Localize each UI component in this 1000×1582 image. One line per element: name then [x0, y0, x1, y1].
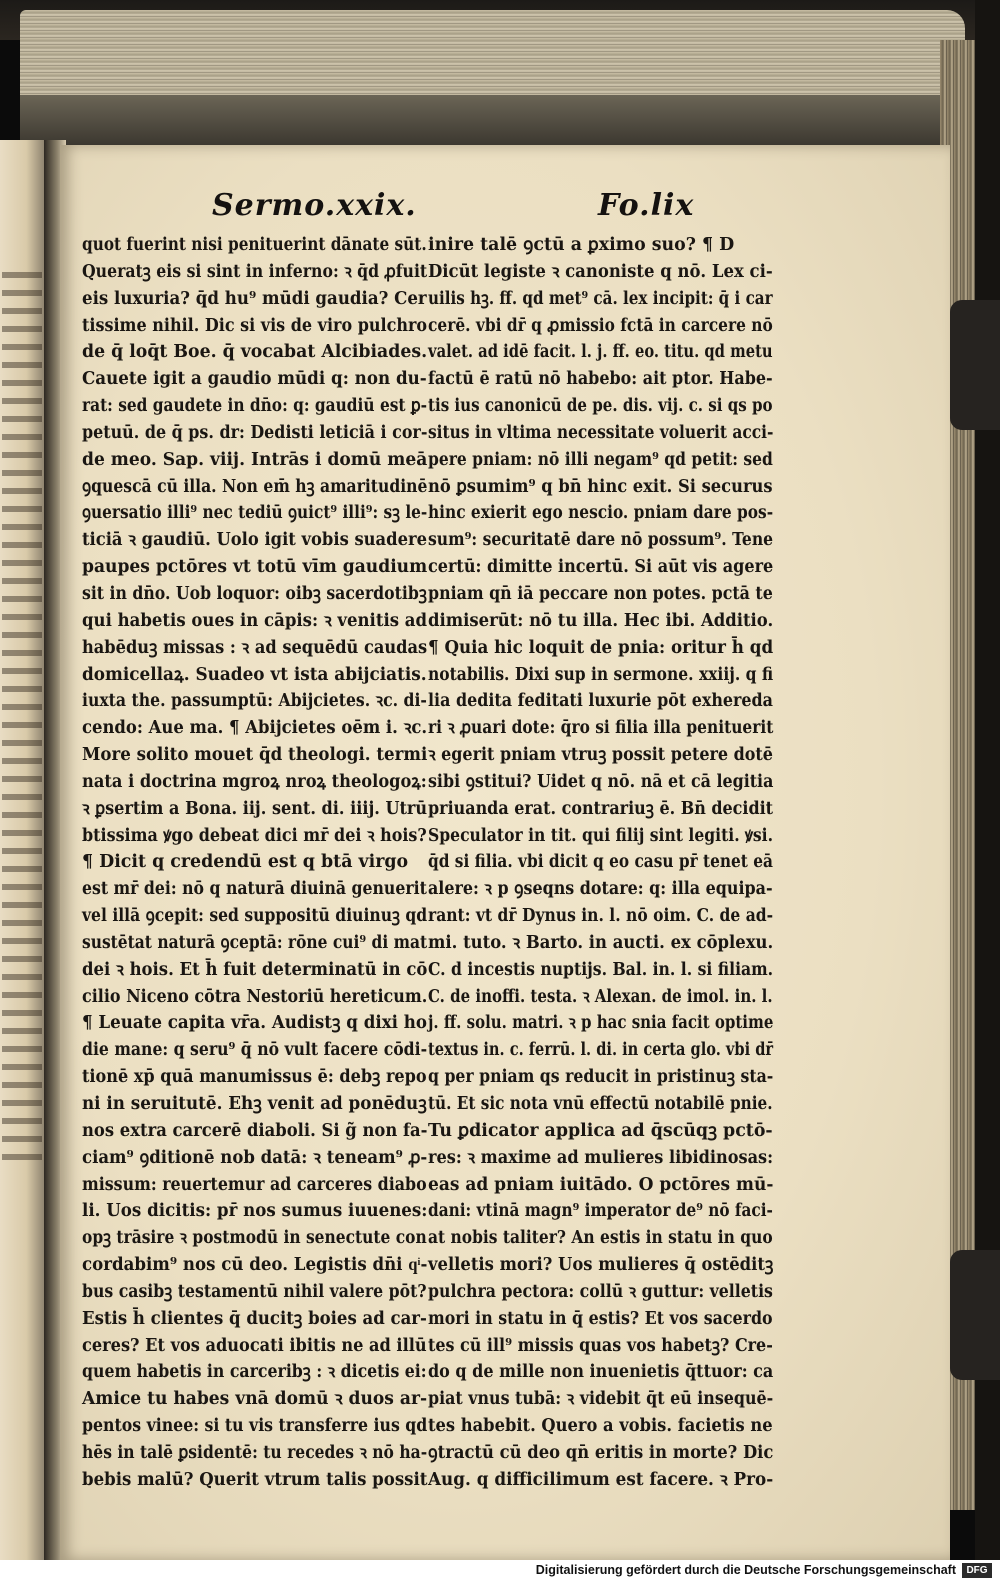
text-line: ¶ Leuate capita vr̄a. Audistꝫ q dixi ho — [82, 1013, 428, 1034]
text-line: ꝛ ꝑsertim a Bona. iij. sent. di. iiij. Utrū — [82, 798, 428, 819]
funding-notice: Digitalisierung gefördert durch die Deutsche Forschungsgemeinschaft — [535, 1563, 956, 1577]
text-line: domicellaꝝ. Suadeo vt ista abijciatis. — [82, 664, 427, 685]
text-line: quot fuerint nisi penituerint dānate sūt. — [82, 235, 427, 255]
text-line: Dicūt legiste ꝛ canoniste q nō. Lex ci‑ — [428, 261, 773, 282]
clasp-upper — [950, 300, 1000, 430]
text-column-left — [82, 232, 427, 1494]
text-line: alere: ꝛ p ꝯseqns dotare: q: illa equipa‑ — [428, 879, 773, 900]
text-line: ꝯtractū cū deo qn̄ eritis in morte? Dic — [428, 1442, 774, 1463]
page-stack-top — [20, 10, 965, 145]
text-line: situs in vltima necessitate voluerit acci‑ — [428, 422, 774, 443]
text-line: de q̄ loq̄t Boe. q̄ vocabat Alcibiades. — [82, 342, 428, 363]
text-line: textus in. c. ferrū. l. di. in certa glo. vbi dr̄ — [428, 1040, 774, 1061]
text-line: pniam qn̄ iā peccare non potes. pctā te — [428, 583, 773, 604]
text-line: btissima ꝟgo debeat dici mr̄ dei ꝛ hois? — [82, 825, 427, 846]
clasp-lower — [950, 1250, 1000, 1380]
text-line: li. Uos dicitis: pr̄ nos sumus iuuenes: — [82, 1201, 428, 1222]
text-line: ꝯquescā cū illa. Non em̄ hꝫ amaritudinē — [82, 476, 428, 497]
text-line: Cauete igit a gaudio mūdi q: non du‑ — [82, 369, 427, 390]
text-line: tionē xp̄ quā manumissus ē: debꝫ repo — [82, 1067, 427, 1088]
text-line: q̄d si filia. vbi dicit q eo casu pr̄ tenet eā — [428, 852, 773, 873]
text-line: est mr̄ dei: nō q naturā diuinā genuerit — [82, 879, 427, 900]
text-line: nos extra carcerē diaboli. Si g̃ non fa‑ — [82, 1120, 428, 1141]
text-line: ticiā ꝛ gaudiū. Uolo igit vobis suadere — [82, 530, 428, 551]
text-line: inire talē ꝯctū a ꝑximo suo? ¶ D — [428, 235, 735, 255]
text-line: certū: dimitte incertū. Si aūt vis agere — [428, 557, 774, 578]
text-line: sibi ꝯstitui? Uidet q nō. nā et cā legitia — [428, 771, 774, 792]
text-line: mori in statu in q̄ estis? Et vos sacerdo — [428, 1308, 773, 1329]
text-line: notabilis. Dixi sup in sermone. xxiij. q fi — [428, 664, 774, 685]
facing-page-text-ghost — [2, 260, 42, 1160]
text-line: C. d incestis nuptijs. Bal. in. l. si filiam. — [428, 959, 774, 980]
text-line: quem habetis in carceribꝫ : ꝛ dicetis ei: — [82, 1362, 427, 1383]
text-line: nata i doctrina mgroꝝ nroꝝ theologoꝝ: — [82, 771, 427, 792]
text-line: uilis hꝫ. ff. qd met⁹ cā. lex incipit: q̄ i car — [428, 288, 773, 309]
text-line: tissime nihil. Dic si vis de viro pulchro — [82, 315, 428, 336]
text-line: tū. Et sic nota vnū effectū notabilē pnie. — [428, 1094, 773, 1114]
text-line: rat: sed gaudete in dn̄o: q: gaudiū est ꝑ‑ — [82, 396, 428, 417]
text-line: tes habebit. Quero a vobis. facietis ne — [428, 1416, 773, 1437]
folio-number: Fo.lix — [598, 188, 695, 223]
text-line: pulchra pectora: collū ꝛ guttur: velletis — [428, 1281, 773, 1302]
text-line: More solito mouet q̄d theologi. termi — [82, 745, 428, 766]
text-line: lia dedita feditati luxurie pōt exhereda — [428, 691, 773, 712]
text-line: Queratꝫ eis si sint in inferno: ꝛ q̄d ꝓfuit — [82, 261, 428, 282]
text-line: pere pniam: nō illi negam⁹ qd petit: sed — [428, 449, 773, 470]
text-line: de meo. Sap. viij. Intrās i domū meā — [82, 449, 428, 470]
text-line: paupes pctōres vt totū vīm gaudium — [82, 557, 428, 578]
text-line: ꝛ egerit pniam vtruꝫ possit petere dotē — [428, 745, 773, 766]
text-line: sit in dn̄o. Uob loquor: oibꝫ sacerdotibꝫ — [82, 583, 427, 604]
footer-bar — [0, 1560, 1000, 1582]
text-line: dei ꝛ hois. Et h̄ fuit determinatū in cō — [82, 959, 428, 980]
text-line: hinc exierit ego nescio. pniam dare pos‑ — [428, 503, 774, 524]
text-line: habēduꝫ missas : ꝛ ad sequēdū caudas — [82, 637, 428, 658]
text-line: sustētat naturā ꝯceptā: rōne cui⁹ di mat — [82, 932, 428, 953]
text-line: dimiserūt: nō tu illa. Hec ibi. Additio. — [428, 610, 774, 631]
text-line: tis ius canonicū de pe. dis. vij. c. si qs po — [428, 396, 773, 417]
text-line: C. de inoffi. testa. ꝛ Alexan. de imol. in. l. — [428, 986, 773, 1007]
dfg-logo: DFG — [962, 1563, 992, 1578]
text-line: tes cū ill⁹ missis quas vos habetꝫ? Cre‑ — [428, 1335, 773, 1356]
text-line: do q de mille non inuenietis q̄ttuor: ca — [428, 1362, 774, 1383]
text-line: petuū. de q̄ ps. dr: Dedisti leticiā i cor‑ — [82, 422, 428, 443]
text-column-right — [428, 232, 773, 1494]
text-line: ꝯuersatio illi⁹ nec tediū ꝯuict⁹ illi⁹: sꝫ le‑ — [82, 503, 428, 524]
text-line: iuxta the. passumptū: Abijcietes. ꝛc. di‑ — [82, 691, 427, 712]
text-line: mi. tuto. ꝛ Barto. in aucti. ex cōplexu. — [428, 932, 774, 953]
facing-page-curl — [0, 140, 48, 1560]
text-line: opꝫ trāsire ꝛ postmodū in senectute con — [82, 1228, 427, 1249]
text-line: eis luxuria? q̄d hu⁹ mūdi gaudia? Cer — [82, 288, 427, 309]
text-line: q per pniam qs reducit in pristinuꝫ sta‑ — [428, 1067, 774, 1088]
text-line: qui habetis oues in cāpis: ꝛ venitis ad — [82, 610, 428, 631]
text-line: Amice tu habes vnā domū ꝛ duos ar‑ — [82, 1389, 428, 1410]
text-line: dani: vtinā magn⁹ imperator de⁹ nō faci‑ — [428, 1201, 773, 1222]
text-line: valet. ad idē facit. l. j. ff. eo. titu. qd metu — [428, 342, 773, 363]
text-line: cerē. vbi dr̄ q ꝓmissio fctā in carcere nō — [428, 315, 773, 336]
text-line: cilio Niceno cōtra Nestoriū hereticum. — [82, 986, 428, 1007]
text-line: die mane: q seru⁹ q̄ nō vult facere cōdi‑ — [82, 1040, 428, 1061]
text-line: pentos vinee: si tu vis transferre ius qd — [82, 1416, 428, 1437]
text-line: missum: reuertemur ad carceres diabo — [82, 1174, 427, 1195]
text-line: velletis mori? Uos mulieres q̄ ostēditꝫ — [428, 1255, 774, 1276]
text-line: bebis malū? Querit vtrum talis possit — [82, 1469, 428, 1490]
text-line: rant: vt dr̄ Dynus in. l. nō oim. C. de ad‑ — [428, 906, 774, 927]
text-line: at nobis taliter? An estis in statu in quo — [428, 1228, 773, 1249]
running-header-left: Sermo.xxix. — [212, 188, 417, 223]
text-line: res: ꝛ maxime ad mulieres libidinosas: — [428, 1147, 774, 1168]
text-line: bus casibꝫ testamentū nihil valere pōt? — [82, 1281, 427, 1302]
text-line: Tu ꝑdicator applica ad q̄scūqꝫ pctō‑ — [428, 1120, 773, 1141]
text-line: eas ad pniam iuitādo. O pctōres mū‑ — [428, 1174, 774, 1195]
text-line: sum⁹: securitatē dare nō possum⁹. Tene — [428, 530, 774, 551]
text-line: nō ꝑsumim⁹ q bn̄ hinc exit. Si securus — [428, 476, 773, 497]
text-line: priuanda erat. contrariuꝫ ē. Bn̄ decidit — [428, 798, 774, 819]
text-line: ri ꝛ ꝓuari dote: q̄ro si filia illa penituerit — [428, 718, 774, 739]
text-line: cendo: Aue ma. ¶ Abijcietes oēm i. ꝛc. — [82, 718, 428, 739]
text-line: cordabim⁹ nos cū deo. Legistis dn̄i qͥ‑ — [82, 1255, 428, 1276]
text-line: factū ē ratū nō habebo: ait ptor. Habe‑ — [428, 369, 773, 390]
text-line: ¶ Quia hic loquit de pnia: oritur h̄ qd — [428, 637, 774, 658]
text-line: piat vnus tubā: ꝛ videbit q̄t eū insequē‑ — [428, 1389, 774, 1410]
text-line: j. ff. solu. matri. ꝛ p hac snia facit optime — [428, 1013, 774, 1034]
text-line: hēs in talē ꝑsidentē: tu recedes ꝛ nō ha‑ — [82, 1442, 428, 1463]
text-line: Estis h̄ clientes q̄ ducitꝫ boies ad car‑ — [82, 1308, 427, 1329]
text-line: Speculator in tit. qui filij sint legiti. ꝟsi. — [428, 825, 774, 846]
text-line: ni in seruitutē. Ehꝫ venit ad ponēduꝫ — [82, 1094, 427, 1114]
text-line: ceres? Et vos aduocati ibitis ne ad illū — [82, 1335, 427, 1356]
text-line: ciam⁹ ꝯditionē nob datā: ꝛ teneam⁹ ꝓ‑ — [82, 1147, 428, 1168]
text-line: ¶ Dicit q credendū est q btā virgo — [82, 852, 409, 873]
text-line: Aug. q difficilimum est facere. ꝛ Pro‑ — [428, 1469, 774, 1490]
text-line: vel illā ꝯcepit: sed suppositū diuinuꝫ qd — [82, 906, 428, 927]
